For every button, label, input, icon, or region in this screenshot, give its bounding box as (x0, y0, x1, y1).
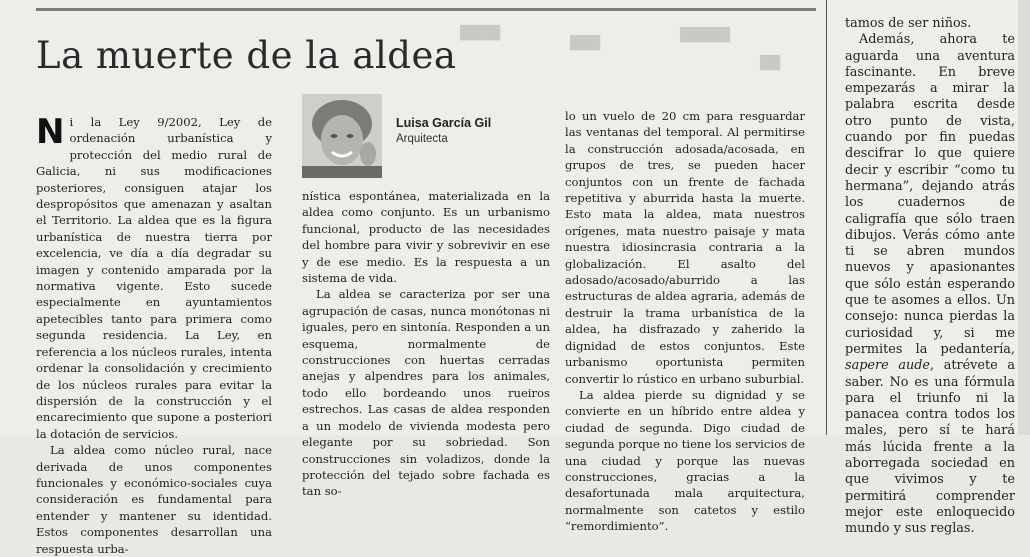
page-edge (1018, 0, 1030, 435)
paragraph-text: Además, ahora te aguarda una aventura fascinante. En breve empezarás a mirar la palabra escrita desde otro punto de vista, cuando por fin puedas descifrar lo que quiere decir y escribir “como tu hermana”, dejando atrás los cuadernos de caligrafía que sólo traen dibujos. Verás cómo ante ti se abren mundos nuevos y apasionantes que sólo están esperando que te asomes a ellos. Un consejo: nunca pierdas la curiosidad y, si me permites la pedantería, (845, 32, 1015, 357)
author-photo (302, 94, 382, 178)
paragraph (845, 32, 1015, 537)
column-divider (826, 0, 827, 435)
author-role: Arquitecta (396, 133, 448, 145)
paragraph: La aldea como núcleo rural, nace derivada de unos componentes funcionales y económico-sociales cuya consideración es fundamental para entender y mantener su identidad. Estos componentes desarrollan una respuesta urba- (36, 443, 272, 556)
top-rule (36, 8, 816, 11)
paragraph: tamos de ser niños. (845, 16, 972, 31)
drop-cap: N (36, 112, 65, 152)
paragraph-text: i la Ley 9/2002, Ley de ordenación urbanística y protección del medio rural de Galicia, ni sus modificaciones posteriores, consiguen atajar los despropósitos que amenazan y asaltan el Territorio. La aldea que es la figura urbanística de nuestra tierra por excelencia, ve día a día degradar su imagen y contenido amparada por la normativa vigente. Esto sucede especialmente en ayuntamientos apetecibles tanto para primera como segunda residencia. La Ley, en referencia a los núcleos rurales, intenta ordenar la consolidación y crecimiento de los núcleos rurales para evitar la dispersión de la construcción y el encarecimiento que supone a posteriori la dotación de servicios. (36, 115, 272, 441)
paragraph: La aldea se caracteriza por ser una agrupación de casas, nunca monótonas ni iguales, pero en sintonía. Responden a un esquema, normalmente de construcciones con huertas cerradas anejas y alpendres para los animales, todo ello bordeando unos rueiros estrechos. Las casas de aldea responden a un modelo de vivienda modesta pero elegante por su sobriedad. Son construcciones sin voladizos, donde la protección del tejado sobre fachada es tan so- (302, 287, 550, 499)
article-column-3 (565, 108, 805, 535)
article-column-1 (36, 114, 272, 557)
paragraph: nística espontánea, materializada en la aldea como conjunto. Es un urbanismo funcional, producto de las necesidades del hombre para vivir y sobrevivir en ese y de ese medio. Es la respuesta a un sistema de vida. (302, 189, 550, 286)
side-column (845, 16, 1015, 538)
author-byline (396, 116, 491, 145)
paragraph-text: , atrévete a saber. No es una fórmula para el triunfo ni la panacea contra todos los males, pero sí te hará más lúcida frente a la aborregada sociedad en que vivimos y te permitirá comprender mejor este enloquecido mundo y sus reglas. (845, 358, 1015, 537)
paragraph: lo un vuelo de 20 cm para resguardar las ventanas del temporal. Al permitirse la construcción adosada/acosada, en grupos de tres, se pueden hacer conjuntos con un frente de fachada repetitiva y aburrida hasta la muerte. Esto mata la aldea, mata nuestros orígenes, mata nuestro paisaje y mata nuestra idiosincrasia contraria a la globalización. El asalto del adosado/acosado/aburrido a las estructuras de aldea agraria, además de destruir la trama urbanística de la aldea, ha disfrazado y zaherido la dignidad de estos conjuntos. Este urbanismo oportunista permiten convertir lo rústico en urbano suburbial. (565, 109, 805, 386)
paragraph (36, 114, 272, 442)
article-column-2 (302, 188, 550, 500)
show-through-bleed: ████ ███ █████ ██ (460, 26, 780, 71)
latin-phrase: sapere aude (845, 358, 930, 374)
author-name: Luisa García Gil (396, 116, 492, 130)
article-headline: La muerte de la aldea (36, 34, 457, 77)
paragraph: La aldea pierde su dignidad y se convierte en un híbrido entre aldea y ciudad de segunda. Digo ciudad de segunda porque no tiene los servicios de una ciudad y porque las nuevas construcciones, gracias a la desafortunada mala arquitectura, normalmente son catetos y estilo “remordimiento”. (565, 387, 805, 534)
